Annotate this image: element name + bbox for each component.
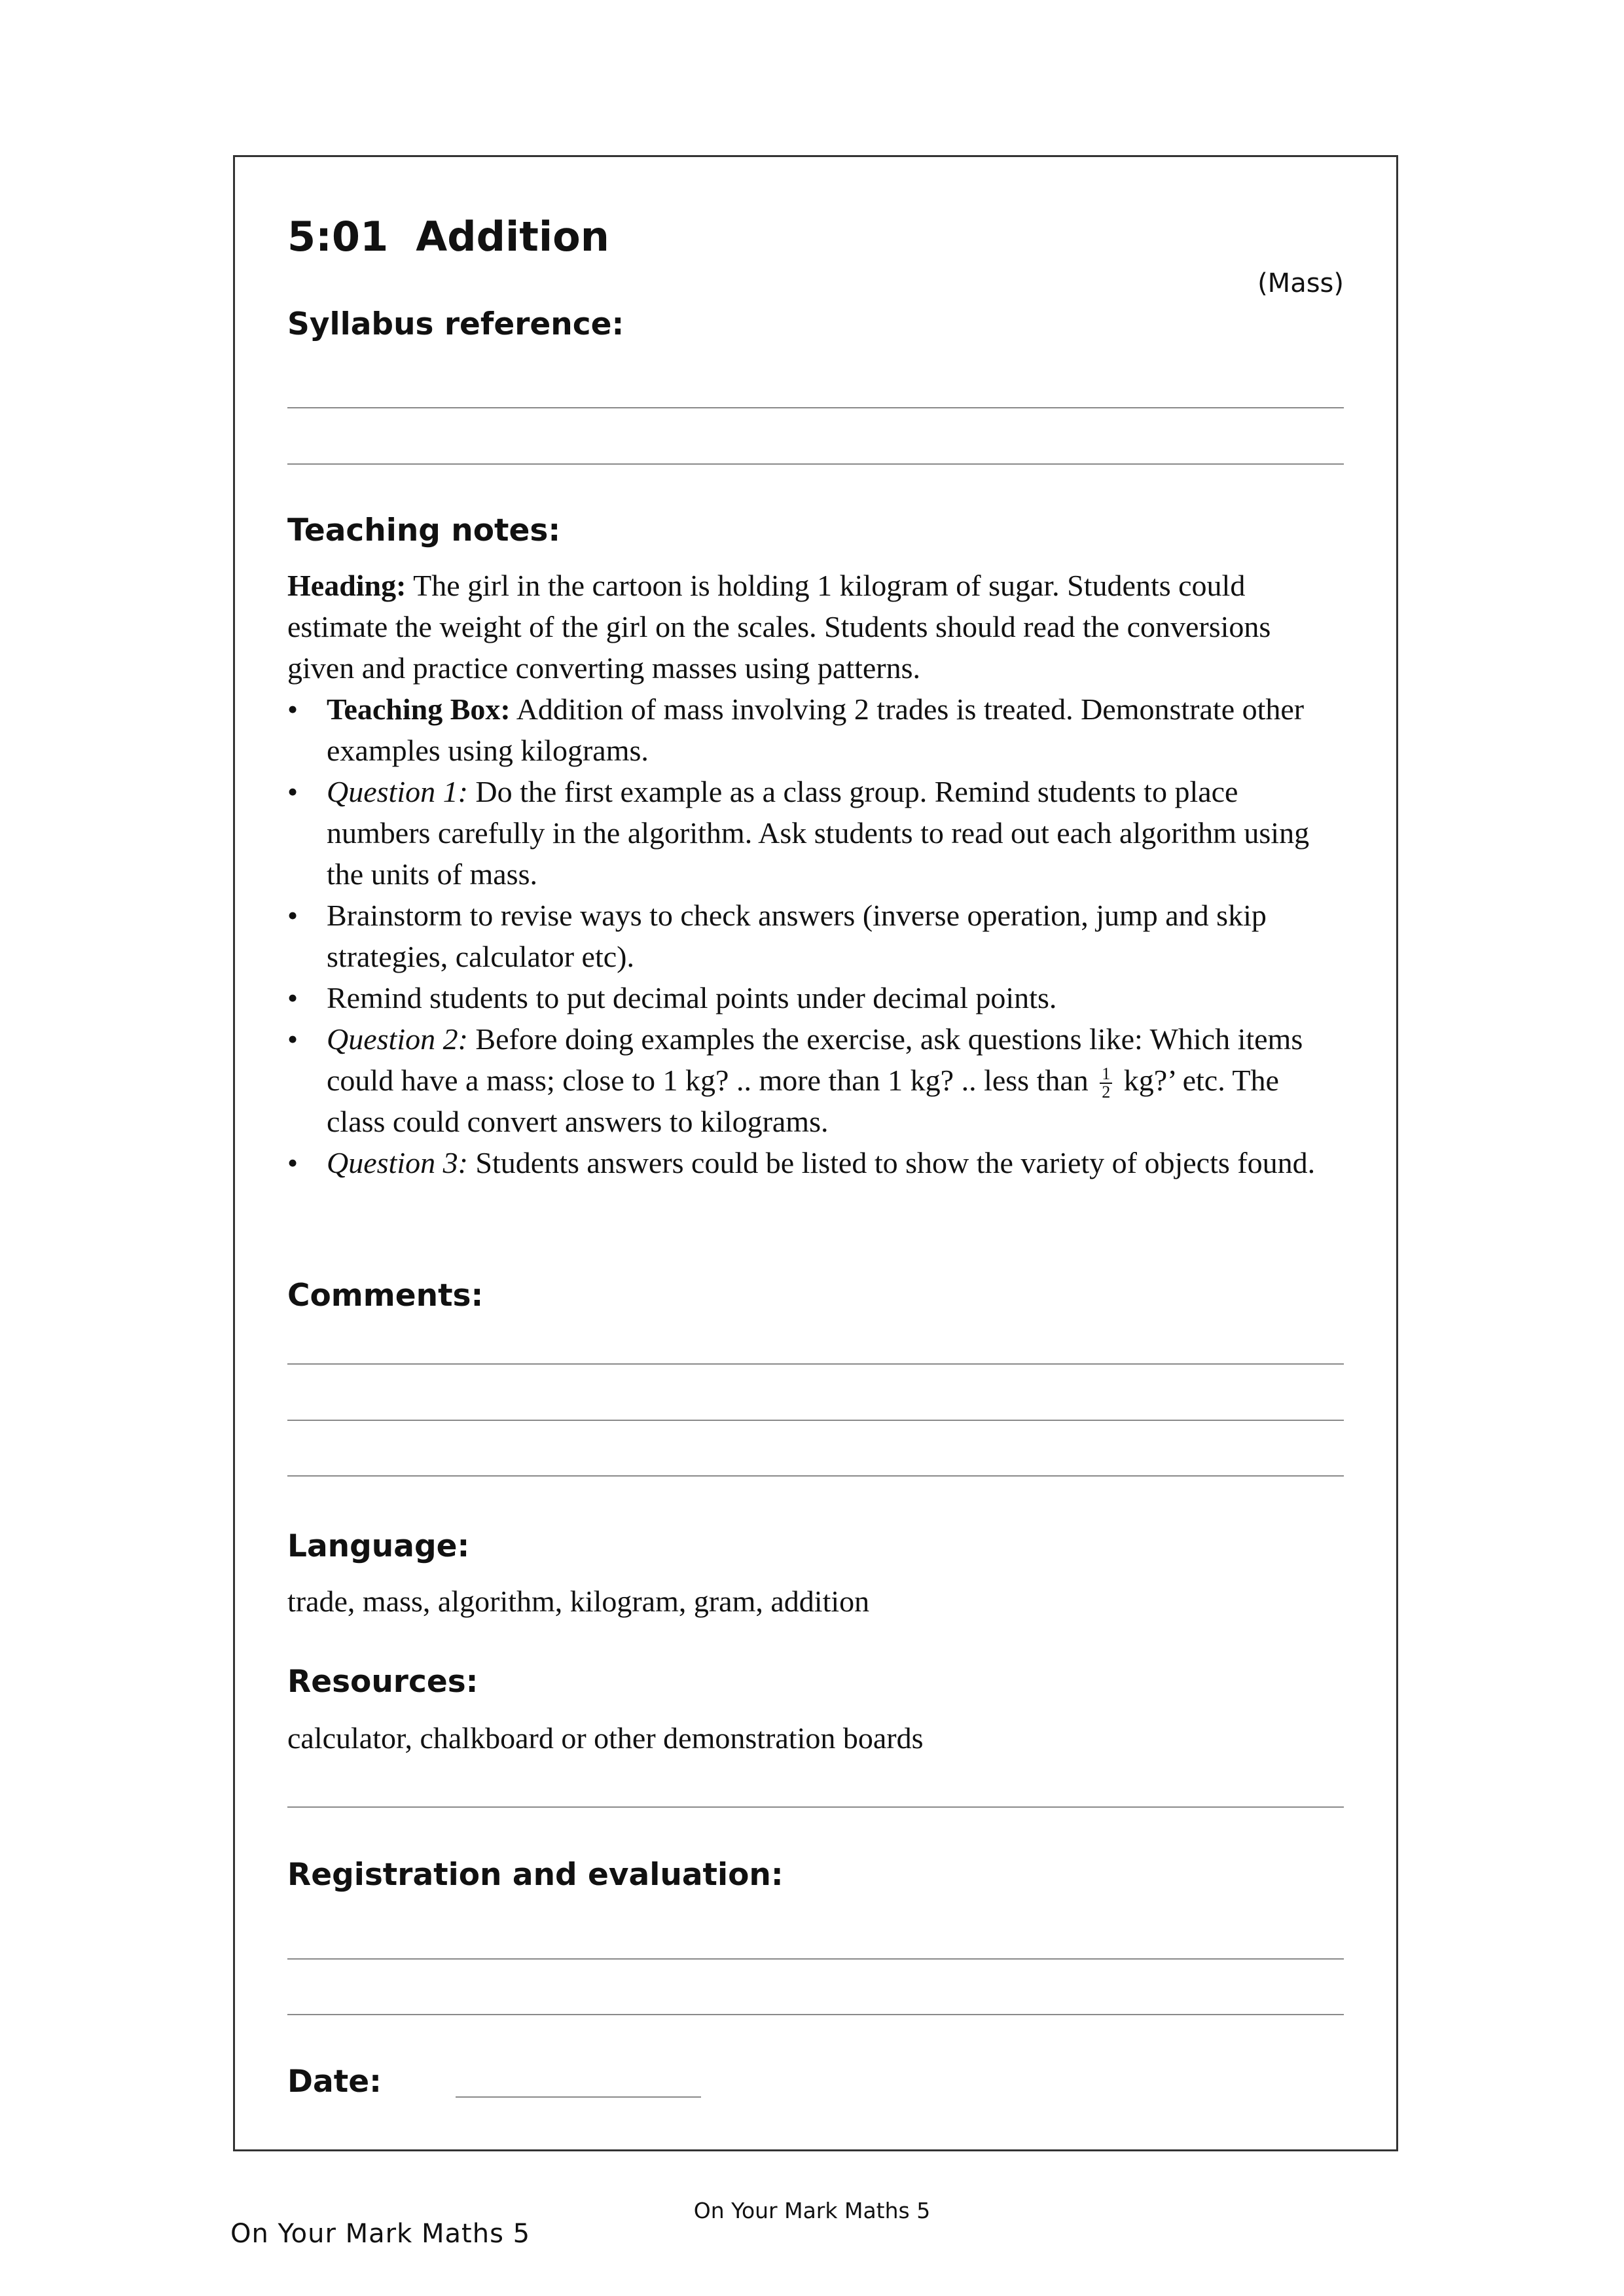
section-title: Addition [416,213,609,260]
comments-line-2 [287,1420,1344,1421]
language-heading: Language: [287,1528,470,1564]
resources-line [287,1806,1344,1808]
item-text-after: kg?’ etc. The class could convert answers to kilograms. [327,1064,1279,1139]
fraction-numerator: 1 [1100,1066,1112,1084]
syllabus-heading: Syllabus reference: [287,306,624,342]
list-item [287,1142,1344,1183]
list-item [287,1018,1344,1142]
date-heading: Date: [287,2064,382,2100]
list-item [287,977,1344,1018]
teaching-notes-body [287,565,1344,1183]
item-text: Remind students to put decimal points under decimal points. [327,981,1057,1014]
list-item [287,895,1344,977]
item-text: Brainstorm to revise ways to check answers (inverse operation, jump and skip strategies, calculator etc). [327,899,1267,973]
worksheet-frame [233,155,1398,2151]
topic-label: (Mass) [1257,268,1344,298]
date-line [456,2096,701,2098]
teaching-notes-intro [287,565,1344,689]
comments-heading: Comments: [287,1278,484,1314]
item-lead: Teaching Box: [327,692,511,726]
teaching-notes-heading: Teaching notes: [287,512,561,548]
bullet: • [287,1022,298,1056]
resources-heading: Resources: [287,1664,478,1700]
registration-line-2 [287,2014,1344,2015]
bullet: • [287,775,298,808]
list-item [287,689,1344,771]
section-number: 5:01 [287,213,389,260]
item-text: Do the first example as a class group. Remind students to place numbers carefully in the algorithm. Ask students to read out each algorithm using the units of mass. [327,775,1310,891]
comments-line-3 [287,1475,1344,1477]
page-title [287,213,609,260]
intro-text: The girl in the cartoon is holding 1 kilogram of sugar. Students could estimate the weight of the girl on the scales. Students should read the conversions given and practice converting masses using patterns. [287,569,1271,685]
item-lead: Question 1: [327,775,468,808]
bullet: • [287,692,298,726]
item-text: Students answers could be listed to show the variety of objects found. [467,1146,1316,1180]
item-lead: Question 3: [327,1146,468,1180]
registration-line-1 [287,1958,1344,1960]
teaching-notes-list [287,689,1344,1183]
resources-text: calculator, chalkboard or other demonstration boards [287,1721,924,1755]
syllabus-line-1 [287,407,1344,408]
list-item [287,771,1344,895]
footer-center: On Your Mark Maths 5 [693,2198,931,2223]
bullet: • [287,981,298,1014]
fraction-denominator: 2 [1102,1083,1111,1102]
bullet: • [287,1146,298,1180]
footer-left: On Your Mark Maths 5 [230,2219,531,2249]
item-lead: Question 2: [327,1022,468,1056]
intro-lead: Heading: [287,569,406,602]
item-text: Addition of mass involving 2 trades is treated. Demonstrate other examples using kilograms. [327,692,1305,767]
language-text: trade, mass, algorithm, kilogram, gram, addition [287,1585,870,1618]
item-text-before: Before doing examples the exercise, ask questions like: Which items could have a mass; close to 1 kg? .. more than 1 kg? .. less than [327,1022,1303,1097]
fraction-half [1100,1066,1112,1101]
comments-line-1 [287,1363,1344,1365]
syllabus-line-2 [287,463,1344,465]
bullet: • [287,899,298,932]
registration-heading: Registration and evaluation: [287,1857,784,1893]
